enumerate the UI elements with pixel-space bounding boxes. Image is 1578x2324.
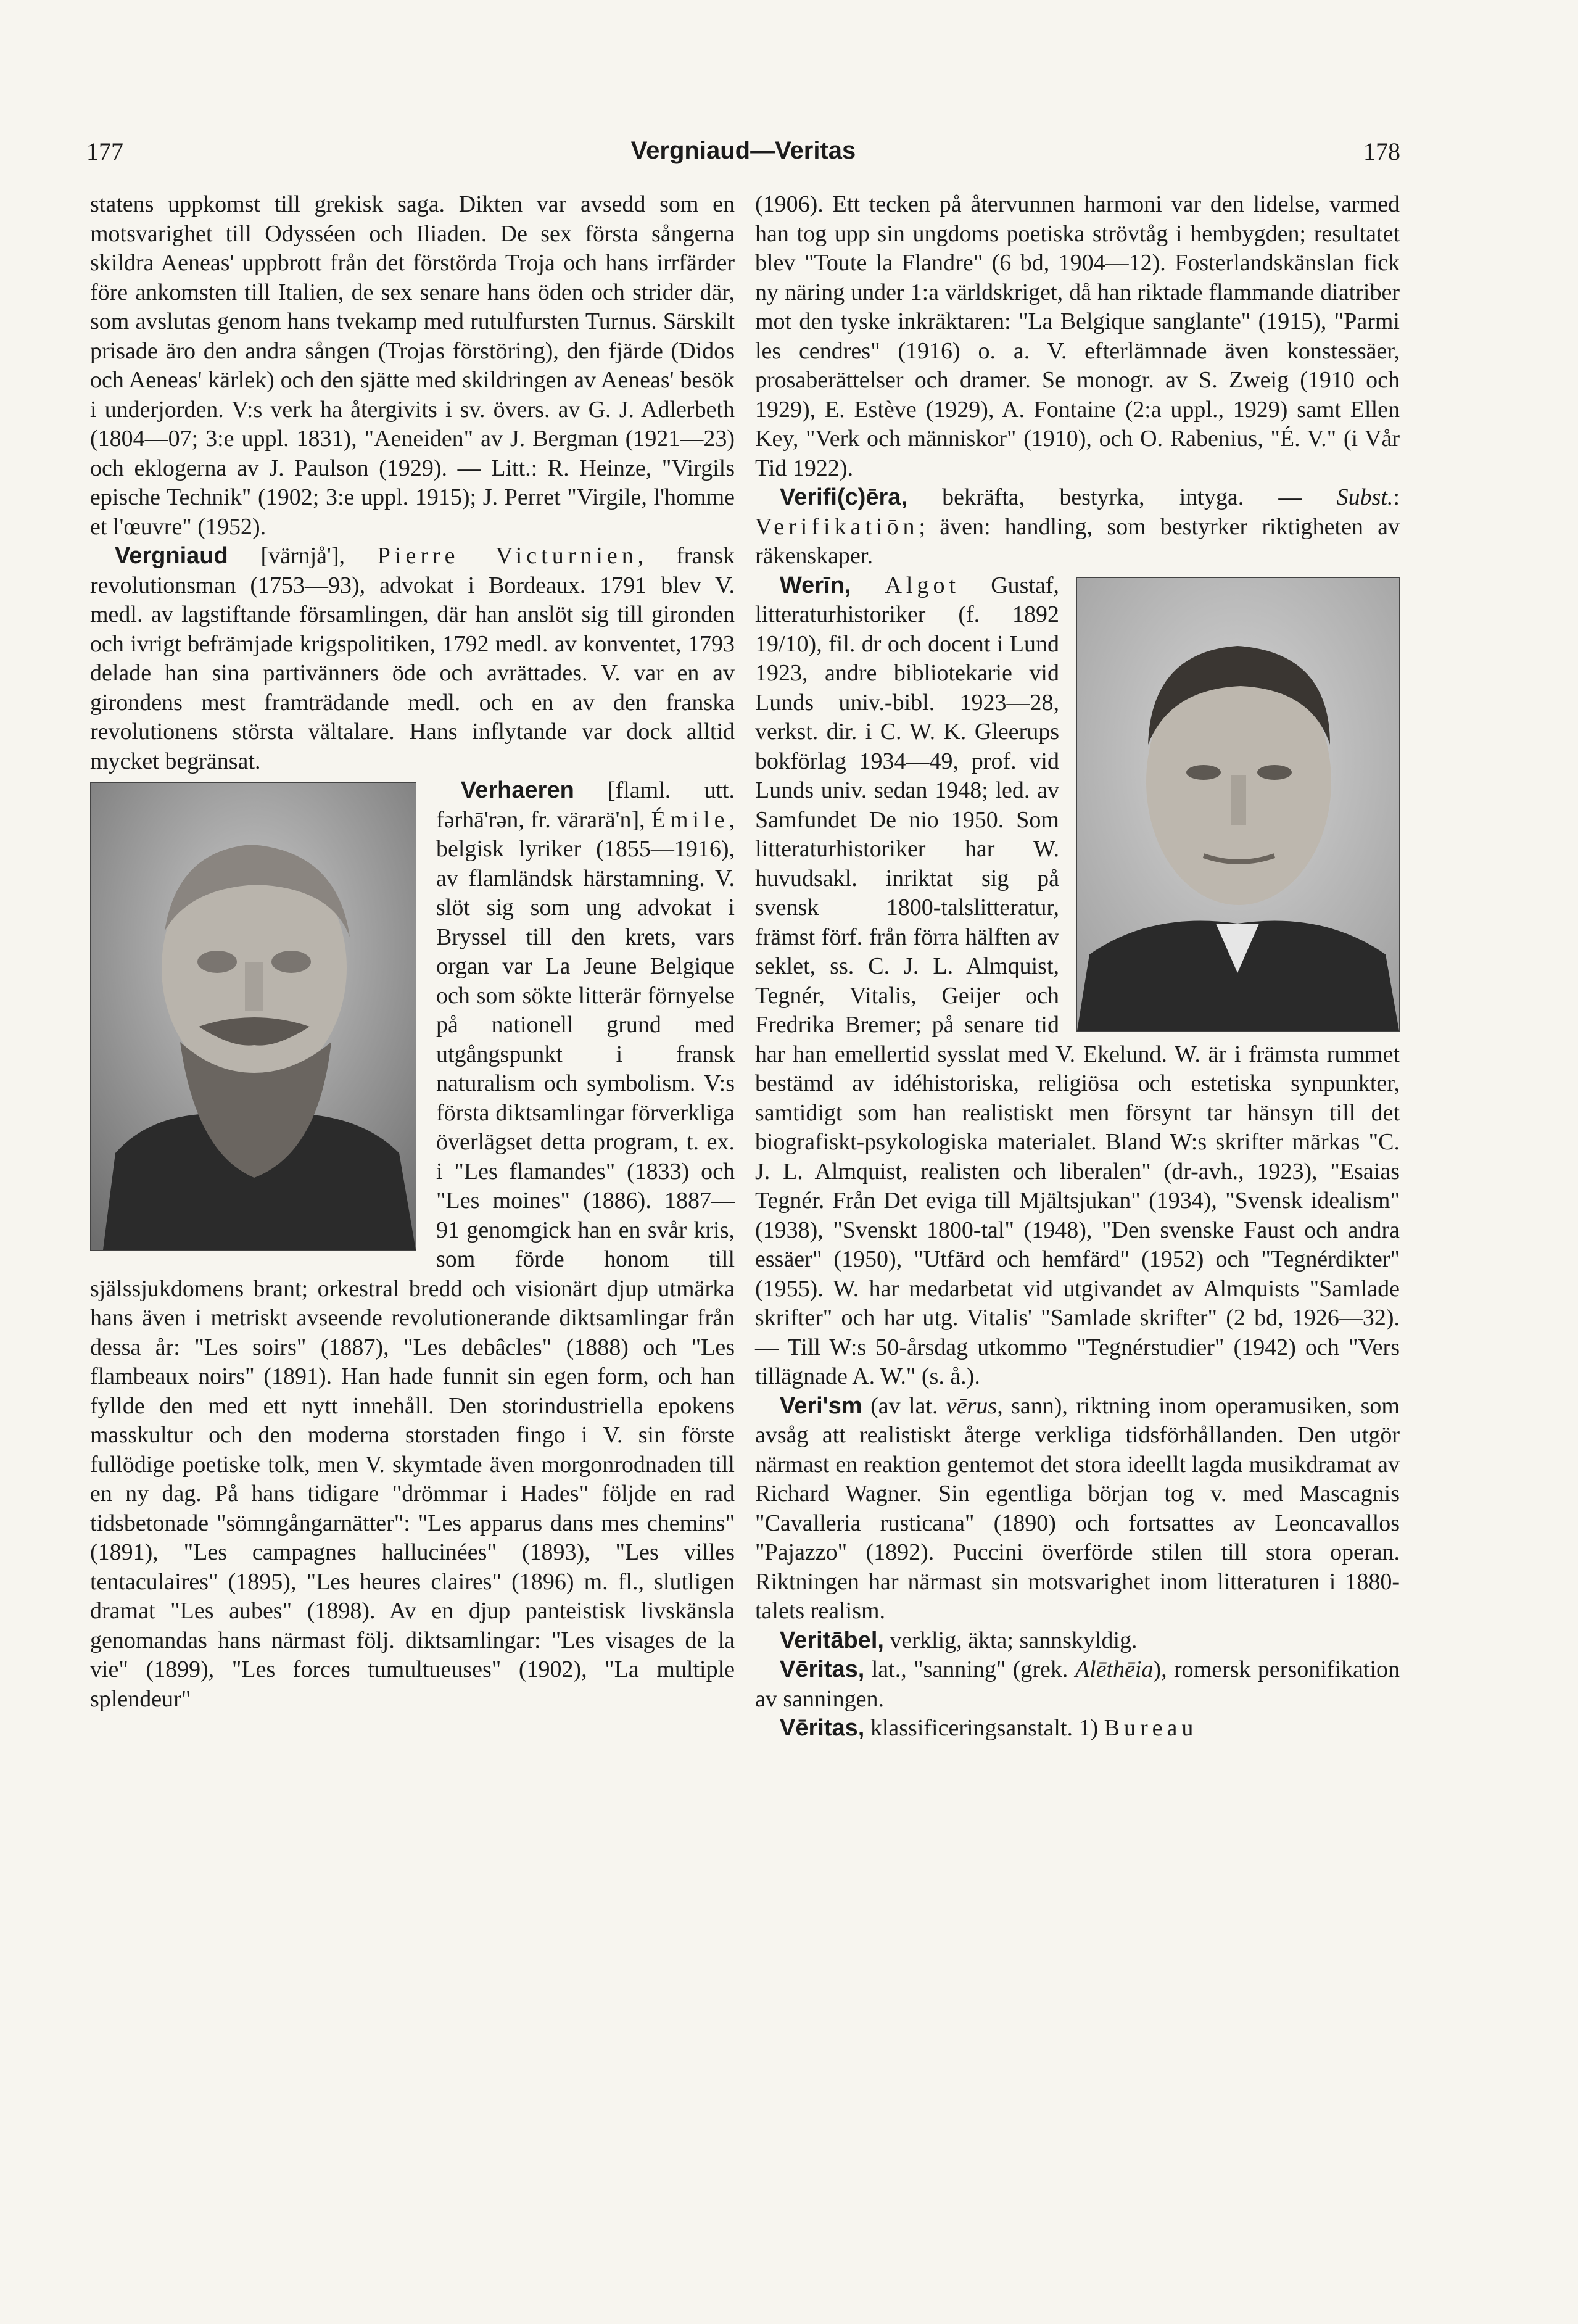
page-number-left: 177 [86,138,123,165]
headword-verifiera: Verifi(c)ēra, [780,484,907,510]
headword-veritas: Vēritas, [780,1715,865,1741]
virgil-continuation: statens uppkomst till grekisk saga. Dikten var avsedd som en motsvarighet till Odysséen och Iliaden. De sex första sångerna skildra Aeneas' uppbrott från det förstörda Troja och hans irrfärder före ankomsten till Italien, de sex senare hans öden och strider där, som avslutas genom hans tvekamp med rutulfursten Turnus. Särskilt prisade äro den andra sången (Trojas förstöring), den fjärde (Didos och Aeneas' kärlek) och den sjätte med skildringen av Aeneas' besök i underjorden. V:s verk ha återgivits i sv. övers. av G. J. Adlerbeth (1804—07; 3:e uppl. 1831), "Aeneiden" av J. Bergman (1921—23) och eklogerna av J. Paulson (1929). — Litt.: R. Heinze, "Virgils epische Technik" (1902; 3:e uppl. 1915); J. Perret "Virgile, l'homme et l'œuvre" (1952). [90,191,735,540]
entry-veritas-institute: Vēritas, klassificeringsanstalt. 1) Bureau [780,1715,1198,1741]
page-number-right: 178 [1363,138,1400,165]
entry-verhaeren: Verhaeren [flaml. utt. fərhā'rən, fr. värarä'n], Émile, belgisk lyriker (1855—1916), av flamländsk härstamning. V. slöt sig som ung advokat i Bryssel till den krets, vars organ var La Jeune Belgique och som sökte litterär förnyelse på nationell grund med utgångspunkt i fransk naturalism och symbolism. V:s första diktsamlingar förverkliga överlägset detta program, t. ex. i "Les flamandes" (1833) och "Les moines" (1886). 1887—91 genomgick han en svår kris, som förde honom till själssjukdomens brant; orkestral bredd och visionärt djup utmärka hans även i metriskt avseende revolutionerande diktsamlingar från dessa år: "Les soirs" (1887), "Les debâcles" (1888) och "Les flambeaux noirs" (1891). Han hade funnit sin egen form, och han fyllde den med ett nytt innehåll. Den storindustriella epokens masskultur och den moderna storstaden fingo i V. sin förste fullödige poetiske tolk, men V. skymtade även morgonrodnaden till en ny dag. På hans tidigare "drömmar i Hades" följde en rad tidsbetonade "sömngångarnätter": "Les apparus dans mes chemins" (1891), "Les campagnes hallucinées" (1893), "Les villes tentaculaires" (1895), "Les heures claires" (1896) m. fl., slutligen dramat "Les aubes" (1898). Av en djup panteistisk livskänsla genomandas hans närmast följ. diktsamlingar: "Les visages de la vie" (1899), "Les forces tumultueuses" (1902), "La multiple splendeur" [90,777,735,1712]
headword-veritabel: Veritābel, [780,1627,884,1653]
portrait-verhaeren [90,782,416,1251]
headword-vergniaud: Vergniaud [115,543,228,569]
entry-werin: Werīn, Algot Gustaf, litteraturhistoriker (f. 1892 19/10), fil. dr och docent i Lund 1923, andre bibliotekarie vid Lunds univ.-bibl. 1923—28, verkst. dir. i C. W. K. Gleerups bokförlag 1934—49, prof. vid Lunds univ. sedan 1948; led. av Samfundet De nio 1950. Som litteraturhistoriker har W. huvudsakl. inriktat sig på svensk 1800-talslitteratur, främst förf. från förra hälften av seklet, ss. C. J. L. Almquist, Tegnér, Vitalis, Geijer och Fredrika Bremer; på senare tid har han emellertid sysslat med V. Ekelund. W. är i främsta rummet bestämd av idéhistoriska, religiösa och estetiska synpunkter, samtidigt som han realistiskt men försynt tar hänsyn till det biografiskt-psykologiska materialet. Bland W:s skrifter märkas "C. J. L. Almquist, realisten och liberalen" (dr-avh., 1923), "Esaias Tegnér. Från Det eviga till Mjältsjukan" (1934), "Svensk idealism" (1938), "Svenskt 1800-tal" (1948), "Den svenske Faust och andra essäer" (1950), "Utfärd och hemfärd" (1952) och "Tegnérdikter" (1955). W. har medarbetat vid utgivandet av Almquists "Samlade skrifter" och har utg. Vitalis' "Samlade skrifter" (2 bd, 1926—32). — Till W:s 50-årsdag utkommo "Tegnérstudier" (1942) och "Vers tillägnade A. W." (s. å.). [755,572,1400,1389]
person-name: Émile [651,806,729,833]
entry-veritabel: Veritābel, verklig, äkta; sannskyldig. [780,1627,1138,1653]
headword-werin: Werīn, [780,572,851,598]
running-title: Vergniaud—Veritas [630,137,856,164]
entry-veritas-latin: Vēritas, lat., "sanning" (grek. Alēthēia), romersk personifikation av sanningen. [755,1656,1400,1712]
right-column [755,190,1400,1743]
page-header [86,137,1400,174]
headword-veritas: Vēritas, [780,1656,865,1682]
entry-verism: Veri'sm (av lat. vērus, sann), riktning inom operamusiken, som avsåg att realistiskt återge verkliga tidsförhållanden. Den utgör närmast en reaktion gentemot det stora ideellt lagda musikdramat av Richard Wagner. Sin egentliga början tog v. med Mascagnis "Cavalleria rusticana" (1890) och fortsattes av Leoncavallos "Pajazzo" (1892). Puccini överförde stilen till stora operan. Riktningen har närmast sin motsvarighet inom litteraturen i 1880-talets realism. [755,1392,1400,1624]
person-name: Pierre Victurnien [377,543,638,569]
left-column [90,190,735,1714]
entry-verifiera: Verifi(c)ēra, bekräfta, bestyrka, intyga. — Subst.: Verifikatiōn; även: handling, som bestyrker riktigheten av räkenskaper. [755,484,1400,569]
headword-verhaeren: Verhaeren [461,777,574,803]
portrait-werin [1076,577,1400,1032]
headword-verism: Veri'sm [780,1392,862,1419]
verhaeren-continuation: (1906). Ett tecken på återvunnen harmoni var den lidelse, varmed han tog upp sin ungdoms poetiska strövtåg i hembygden; resultatet blev "Toute la Flandre" (6 bd, 1904—12). Fosterlandskänslan fick ny näring under 1:a världskriget, då han riktade flammande diatriber mot den tyske inkräktaren: "La Belgique sanglante" (1915), "Parmi les cendres" (1916) o. a. V. efterlämnade även konstessäer, prosaberättelser och dramer. Se monogr. av S. Zweig (1910 och 1929), E. Estève (1929), A. Fontaine (2:a uppl., 1929) samt Ellen Key, "Verk och människor" (1910), och O. Rabenius, "É. V." (i Vår Tid 1922). [755,191,1400,481]
entry-vergniaud: Vergniaud [värnjå'], Pierre Victurnien, fransk revolutionsman (1753—93), advokat i Bordeaux. 1791 blev V. medl. av lagstiftande församlingen, där han anslöt sig till gironden och ivrigt befrämjade krigspolitiken, 1792 medl. av konventet, 1793 delade han sina partivänners öde och avrättades. V. var en av girondens mest framträdande medl. och en av den franska revolutionens största vältalare. Hans inflytande var dock alltid mycket begränsat. [90,543,735,774]
person-name: Algot [851,572,960,598]
